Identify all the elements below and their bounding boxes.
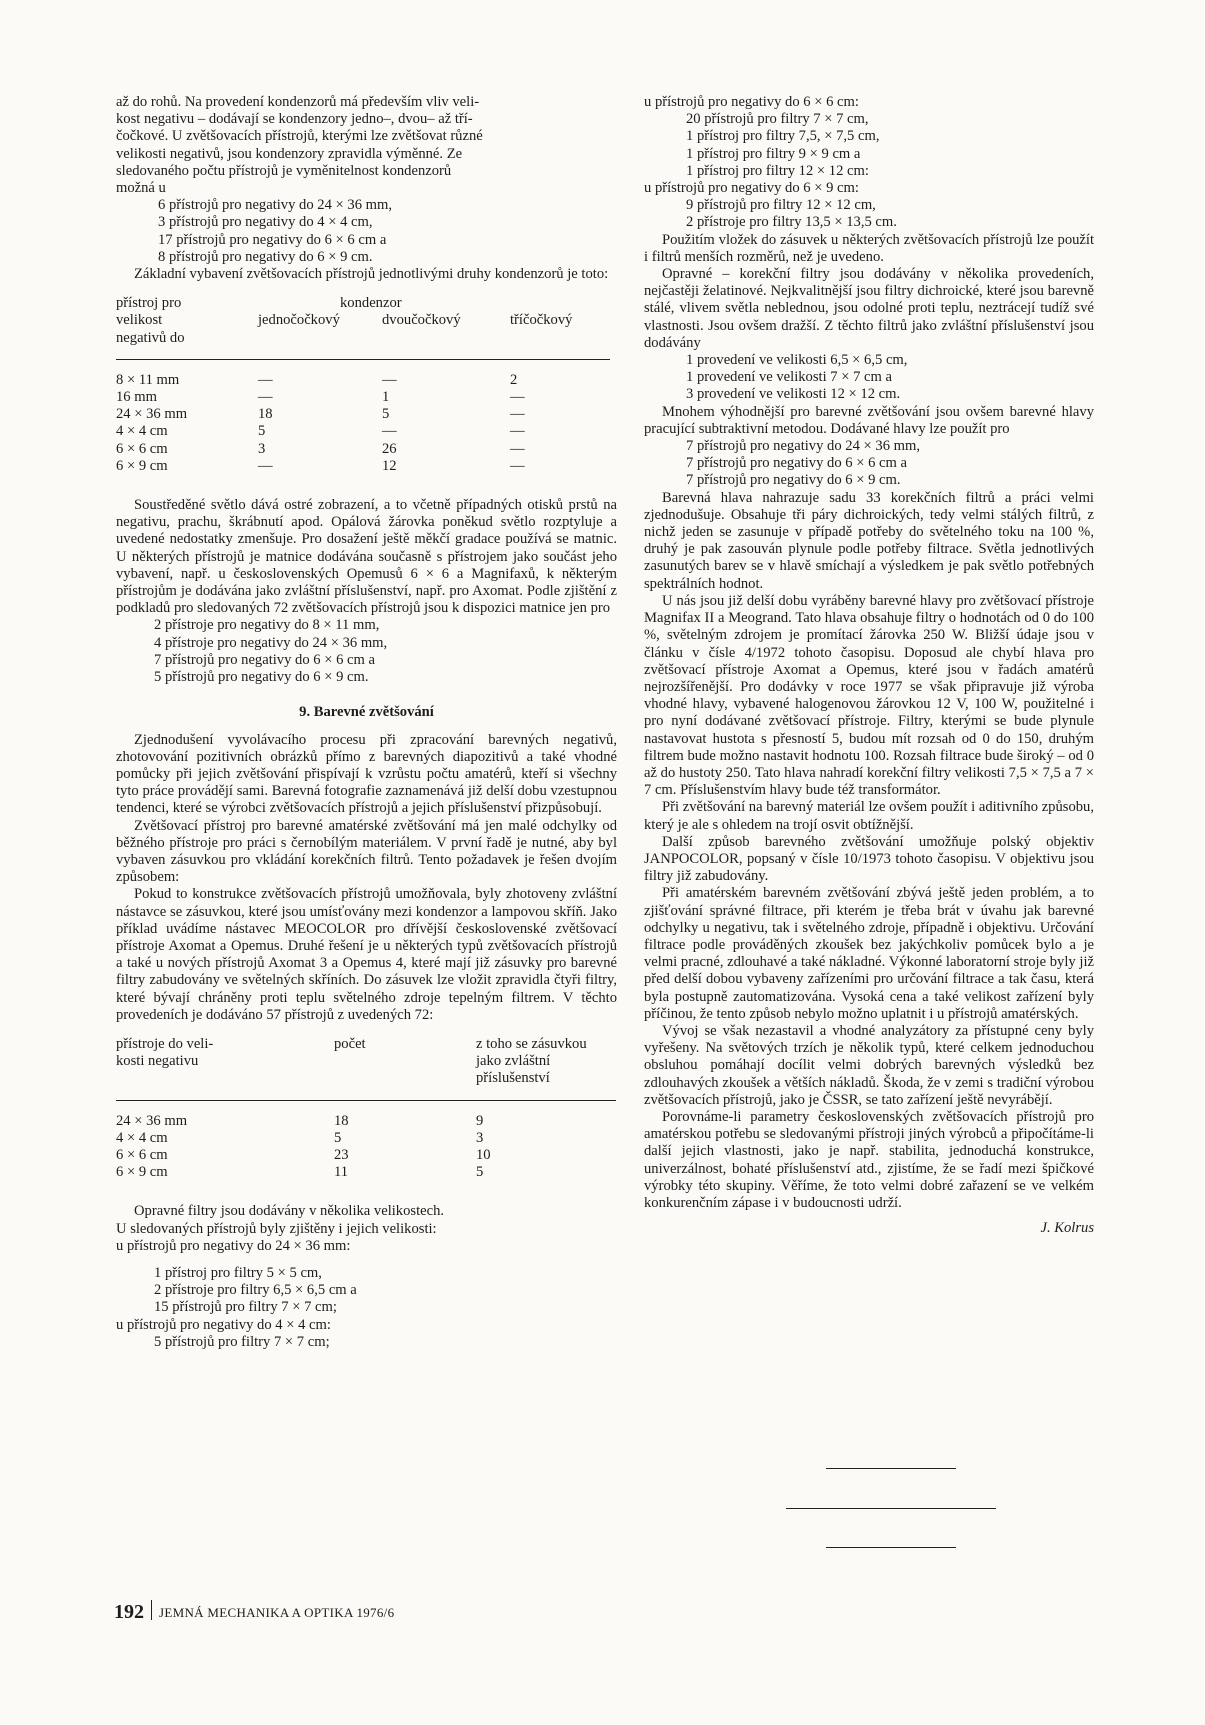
table-row [116, 441, 610, 458]
list-item: 20 přístrojů pro filtry 7 × 7 cm, [686, 111, 869, 128]
table-row [116, 1100, 616, 1130]
list-item: 1 přístroj pro filtry 9 × 9 cm a [686, 145, 861, 162]
table-header-cell: dvoučočkový [382, 312, 461, 329]
table-header-cell: negativů do [116, 330, 258, 360]
table-cell: 6 × 6 cm [116, 440, 168, 457]
condenser-table [116, 295, 610, 475]
matnice-list [116, 617, 617, 686]
text-line: u přístrojů pro negativy do 4 × 4 cm: [116, 1316, 331, 1333]
table-cell: — [510, 440, 525, 457]
table-header-cell: přístroje do veli- [116, 1035, 214, 1052]
paragraph: Porovnáme-li parametry československých zvětšovacích přístrojů pro amatérskou potřebu se sledovanými přístroji jiných výrobců a připočítáme-li další jejich vlastnosti, jako je např. stabilita, jednoduchá konstrukce, univerzálnost, bohaté příslušenství atd., zjistíme, že se řadí mezi špičkové výrobky této skupiny. Věříme, že toto velmi dobré zařazení se ve velkém konkurenčním zápase i v budoucnosti udrží. [644, 1108, 1094, 1211]
table-row [116, 1147, 616, 1164]
table-cell: 23 [334, 1146, 349, 1163]
table-row [116, 1130, 616, 1147]
text-line: kost negativu – dodávají se kondenzory jedno–, dvou– až tří- [116, 111, 473, 128]
paragraph: Vývoj se však nezastavil a vhodné analyzátory za přístupné ceny byly vyřešeny. Na světových trzích je několik typů, které celkem jednoduchou obsluhou pomáhají docílit velmi dobrých barevných výsledků bez zdlouhavých zkoušek a větších nákladů. Škoda, že v zemi s tradiční výrobou zvětšovacích přístrojů, jako je ČSSR, se tato zařízení ještě nevyrábějí. [644, 1022, 1094, 1108]
table-cell: — [510, 406, 525, 423]
table-header-cell [116, 1070, 334, 1100]
table-cell: 5 [476, 1164, 484, 1181]
text-line: velikosti negativů, jsou kondenzory zpravidla výměnné. Ze [116, 145, 463, 162]
paragraph: Barevná hlava nahrazuje sadu 33 korekčních filtrů a práci velmi zjednodušuje. Obsahuje tři páry dichroických, tedy velmi stálých filtrů, z nichž jeden se zasunuje v případě potřeby do světelného toku na 100 %, druhý je pak zasouván plynule podle potřeby filtrace. Světla jednotlivých zasunutých barev se v hlavě smíchají a výsledkem je pak světlo potřebných spektrálních hodnot. [644, 489, 1094, 592]
table-cell: — [510, 389, 525, 406]
text-line: u přístrojů pro negativy do 6 × 9 cm: [644, 180, 859, 197]
text-line: u přístrojů pro negativy do 6 × 6 cm: [644, 94, 859, 110]
table-cell: 3 [476, 1129, 484, 1146]
text-line: možná u [116, 180, 166, 197]
right-column [644, 94, 1094, 1252]
filter-sizes-intro [116, 1203, 617, 1255]
table-cell: 18 [258, 406, 273, 423]
table-cell: 9 [476, 1112, 484, 1129]
divider-rule [826, 1547, 956, 1548]
paragraph: Základní vybavení zvětšovacích přístrojů jednotlivými druhy kondenzorů je toto: [134, 266, 609, 283]
list-item: 15 přístrojů pro filtry 7 × 7 cm; [154, 1299, 337, 1316]
table-row [116, 389, 610, 406]
list-item: 8 přístrojů pro negativy do 6 × 9 cm. [158, 248, 373, 265]
paragraph: Při amatérském barevném zvětšování zbývá ještě jeden problém, a to zjišťování správné filtrace, při kterém je třeba brát v úvahu jak barevné odchylky u negativu, tak i světelného zdroje, případně i objektivu. Určování filtrace podle prováděných zkoušek bez jakýchkoliv pomůcek bylo a je velmi pracné, zdlouhavé a také nákladné. Výkonné laboratorní stroje byly již před delší dobou vybaveny zařízeními pro určování filtrace a tak času, která byla postupně zautomatizována. Vysoká cena a také velikost zařízení byly příčinou, že tento způsob nebylo možno uplatnit i u přístrojů amatérských. [644, 885, 1094, 1022]
list-item: 2 přístroje pro negativy do 8 × 11 mm, [154, 617, 380, 634]
table-cell: 16 mm [116, 389, 157, 406]
table-header-cell: kondenzor [340, 295, 402, 312]
table-cell: 4 × 4 cm [116, 423, 168, 440]
table-header-cell [258, 330, 382, 360]
table-cell: — [258, 457, 273, 474]
intro-paragraph [116, 94, 617, 197]
table-row [116, 406, 610, 423]
table-cell: 6 × 6 cm [116, 1146, 168, 1163]
table-cell: 10 [476, 1146, 491, 1163]
table-row [116, 359, 610, 389]
paragraph: Zvětšovací přístroj pro barevné amatérské zvětšování má jen malé odchylky od běžného přístroje pro práci s černobílým materiálem. V první řadě je nutné, aby byl vybaven zásuvkou pro vkládání korekčních filtrů. Tento požadavek je řešen dvojím způsobem: [116, 817, 617, 886]
table-cell: 6 × 9 cm [116, 1164, 168, 1181]
author-signature: J. Kolrus [1040, 1220, 1094, 1237]
paragraph: Použitím vložek do zásuvek u některých zvětšovacích přístrojů lze použít i filtrů menších rozměrů, než je uvedeno. [644, 231, 1094, 265]
paragraph: Při zvětšování na barevný materiál lze ovšem použít i aditivního způsobu, který je ale s ohledem na trojí osvit obtížnější. [644, 799, 1094, 833]
table-header-cell [510, 330, 610, 360]
table-cell: — [510, 423, 525, 440]
table-header-cell: tříčočkový [510, 312, 573, 329]
list-item: 1 přístroj pro filtry 5 × 5 cm, [154, 1264, 322, 1281]
table-cell: 24 × 36 mm [116, 406, 188, 423]
table-header-cell: jako zvláštní [476, 1053, 551, 1070]
divider-rule [826, 1468, 956, 1469]
filter-list-6x9 [644, 197, 1094, 231]
table-cell: 12 [382, 457, 397, 474]
table-cell: — [510, 457, 525, 474]
list-item: 2 přístroje pro filtry 6,5 × 6,5 cm a [154, 1282, 357, 1299]
table-cell: 11 [334, 1164, 349, 1181]
divider-rule [786, 1508, 996, 1509]
filter-list-4x4 [116, 1334, 617, 1351]
list-item: 2 přístroje pro filtry 13,5 × 13,5 cm. [686, 214, 897, 231]
page-footer [114, 1600, 394, 1624]
table-header-cell: počet [334, 1035, 366, 1052]
table-cell: 5 [334, 1129, 342, 1146]
list-item: 5 přístrojů pro filtry 7 × 7 cm; [154, 1333, 330, 1350]
list-item: 4 přístroje pro negativy do 24 × 36 mm, [154, 634, 388, 651]
table-header-cell [382, 330, 510, 360]
paragraph: U nás jsou již delší dobu vyráběny barevné hlavy pro zvětšovací přístroje Magnifax II a Meogrand. Tato hlava obsahuje filtry o hodnotách od 0 do 100 %, světelným zdrojem je promítací žárovka 250 W. Bližší údaje jsou v článku v čísle 4/1972 tohoto časopisu. Doposud ale chybí hlava pro zvětšovací přístroje Axomat a Opemus, které jsou v řadách amatérů nejrozšířenější. Pro dodávky v roce 1977 se však připravuje již výroba vhodné hlavy, vybavené halogenovou žárovkou 12 V, 100 W, použitelné i pro nyní dodávané zvětšovací přístroje. Filtry, kterými se bude plynule nastavovat hustota s přesností 5, budou mít rozsah od 0 do 150, druhým filtrem bude možno nastavit hodnotu 100. Rozsah filtrace bude široký – od 0 až do hustoty 250. Tato hlava nahradí korekční filtry velikosti 7,5 × 7,5 a 7 × 7 cm. Příslušenstvím hlavy bude též transformátor. [644, 592, 1094, 799]
left-column [116, 94, 617, 1351]
dichroic-filter-list [644, 352, 1094, 404]
magazine-title: JEMNÁ MECHANIKA A OPTIKA 1976/6 [159, 1605, 395, 1620]
list-item: 1 provedení ve velikosti 6,5 × 6,5 cm, [686, 352, 908, 369]
table-header-cell: velikost [116, 312, 163, 329]
table-header-cell [510, 295, 610, 312]
table-header-cell: kosti negativu [116, 1053, 199, 1070]
page-number: 192 [114, 1601, 144, 1623]
paragraph: Zjednodušení vyvolávacího procesu při zpracování barevných negativů, zhotovování pozitivních obrázků přímo z barevných diapozitivů a také vhodné pomůcky při jejich zvětšování přispívají k vzrůstu počtu amatérů, kteří si všechny tyto práce provádějí sami. Barevná fotografie zaznamenává již delší dobu vzestupnou tendenci, které se výrobci zvětšovacích přístrojů a jejich příslušenství přizpůsobují. [116, 731, 617, 817]
list-item: 17 přístrojů pro negativy do 6 × 6 cm a [158, 231, 387, 248]
table-row [116, 1164, 616, 1181]
table-cell: 24 × 36 mm [116, 1112, 188, 1129]
filter-list-6x6 [644, 111, 1094, 180]
list-item: 6 přístrojů pro negativy do 24 × 36 mm, [158, 197, 393, 214]
color-head-list [644, 438, 1094, 490]
text-line: sledovaného počtu přístrojů je vyměnitelnost kondenzorů [116, 162, 452, 179]
text-line: až do rohů. Na provedení kondenzorů má především vliv veli- [116, 94, 480, 110]
list-item: 7 přístrojů pro negativy do 6 × 9 cm. [686, 472, 901, 489]
table-cell: 8 × 11 mm [116, 371, 180, 388]
list-item: 5 přístrojů pro negativy do 6 × 9 cm. [154, 669, 369, 686]
list-item: 1 přístroj pro filtry 12 × 12 cm: [686, 162, 869, 179]
text-line: Opravné filtry jsou dodávány v několika velikostech. [134, 1203, 445, 1220]
paragraph: Pokud to konstrukce zvětšovacích přístrojů umožňovala, byly zhotoveny zvláštní nástavce se zásuvkou, které jsou umísťovány mezi kondenzor a lampovou skříň. Jako příklad uvádíme nástavec MEOCOLOR pro dřívější československé zvětšovací přístroje Axomat a Opemus. Druhé řešení je u některých typů zvětšovacích přístrojů a také u nových přístrojů Axomat 3 a Opemus 4, které mají již zásuvky pro barevné filtry zabudovány ve světelných skříních. Do zásuvek lze vložit zpravidla čtyři filtry, které bývají chráněny proti teplu světelného zdroje tepelným filtrem. V těchto provedeních je dodáváno 57 přístrojů z uvedených 72: [116, 886, 617, 1023]
table-cell: — [382, 371, 397, 388]
table-cell: 3 [258, 440, 266, 457]
footer-separator [151, 1600, 152, 1620]
table-header-cell: jednočočkový [258, 312, 340, 329]
section-heading: 9. Barevné zvětšování [299, 704, 434, 721]
list-item: 9 přístrojů pro filtry 12 × 12 cm, [686, 197, 876, 214]
list-item: 3 provedení ve velikosti 12 × 12 cm. [686, 386, 901, 403]
table-cell: 2 [510, 371, 518, 388]
table-cell: 4 × 4 cm [116, 1129, 168, 1146]
list-item: 7 přístrojů pro negativy do 24 × 36 mm, [686, 438, 921, 455]
table-cell: 26 [382, 440, 397, 457]
table-header-cell: přístroj pro [116, 295, 182, 312]
table-cell: 1 [382, 389, 390, 406]
table-cell: — [258, 389, 273, 406]
table-header-cell [334, 1053, 476, 1070]
table-cell: 5 [258, 423, 266, 440]
table-row [116, 458, 610, 475]
text-line: čočkové. U zvětšovacích přístrojů, kterými lze zvětšovat různé [116, 128, 483, 145]
table-cell: 5 [382, 406, 390, 423]
table-cell: 6 × 9 cm [116, 457, 168, 474]
paragraph: Opravné – korekční filtry jsou dodávány v několika provedeních, nejčastěji želatinové. Nejkvalitnější jsou filtry dichroické, které jsou barevně stálé, vlivem světla neblednou, jsou odolné proti teplu, neztrácejí tudíž své vlastnosti. Jsou ovšem dražší. Z těchto filtrů jako zvláštní příslušenství jsou dodávány [644, 266, 1094, 351]
list-item: 1 přístroj pro filtry 7,5, × 7,5 cm, [686, 128, 880, 145]
table-header-cell [334, 1070, 476, 1100]
paragraph: Mnohem výhodnější pro barevné zvětšování jsou ovšem barevné hlavy pracující subtraktivní metodou. Dodávané hlavy lze použít pro [644, 403, 1094, 437]
text-line: u přístrojů pro negativy do 24 × 36 mm: [116, 1237, 351, 1254]
list-item: 1 provedení ve velikosti 7 × 7 cm a [686, 369, 893, 386]
table-header-cell: z toho se zásuvkou [476, 1035, 587, 1052]
table-cell: — [258, 371, 273, 388]
paragraph: Další způsob barevného zvětšování umožňuje polský objektiv JANPOCOLOR, popsaný v čísle 10/1973 tohoto časopisu. V objektivu jsou filtry již zabudovány. [644, 833, 1094, 885]
list-item: 7 přístrojů pro negativy do 6 × 6 cm a [154, 651, 376, 668]
table-header-cell: příslušenství [476, 1070, 616, 1100]
list-item: 7 přístrojů pro negativy do 6 × 6 cm a [686, 455, 908, 472]
table-row [116, 423, 610, 440]
filter-list-24x36 [116, 1265, 617, 1317]
condenser-count-list [116, 197, 617, 266]
table-cell: — [382, 423, 397, 440]
table-cell: 18 [334, 1112, 349, 1129]
drawer-table [116, 1036, 616, 1181]
list-item: 3 přístrojů pro negativy do 4 × 4 cm, [158, 214, 373, 231]
paragraph: Soustředěné světlo dává ostré zobrazení, a to včetně případných otisků prstů na negativu, prachu, škrábnutí apod. Opálová žárovka poněkud světlo rozptyluje a uvedené nedostatky zmenšuje. Pro dosažení ještě měkčí gradace používá se matnic. U některých přístrojů je matnice dodávána současně s přístrojem jako součást jeho vybavení, např. u československých Opemusů 6 × 6 a Magnifaxů, k některým přístrojům je dodávána jako zvláštní příslušenství, např. pro Axomat. Podle zjištění z podkladů pro sledovaných 72 zvětšovacích přístrojů jsou k dispozici matnice jen pro [116, 497, 617, 617]
text-line: U sledovaných přístrojů byly zjištěny i jejich velikosti: [116, 1220, 437, 1237]
